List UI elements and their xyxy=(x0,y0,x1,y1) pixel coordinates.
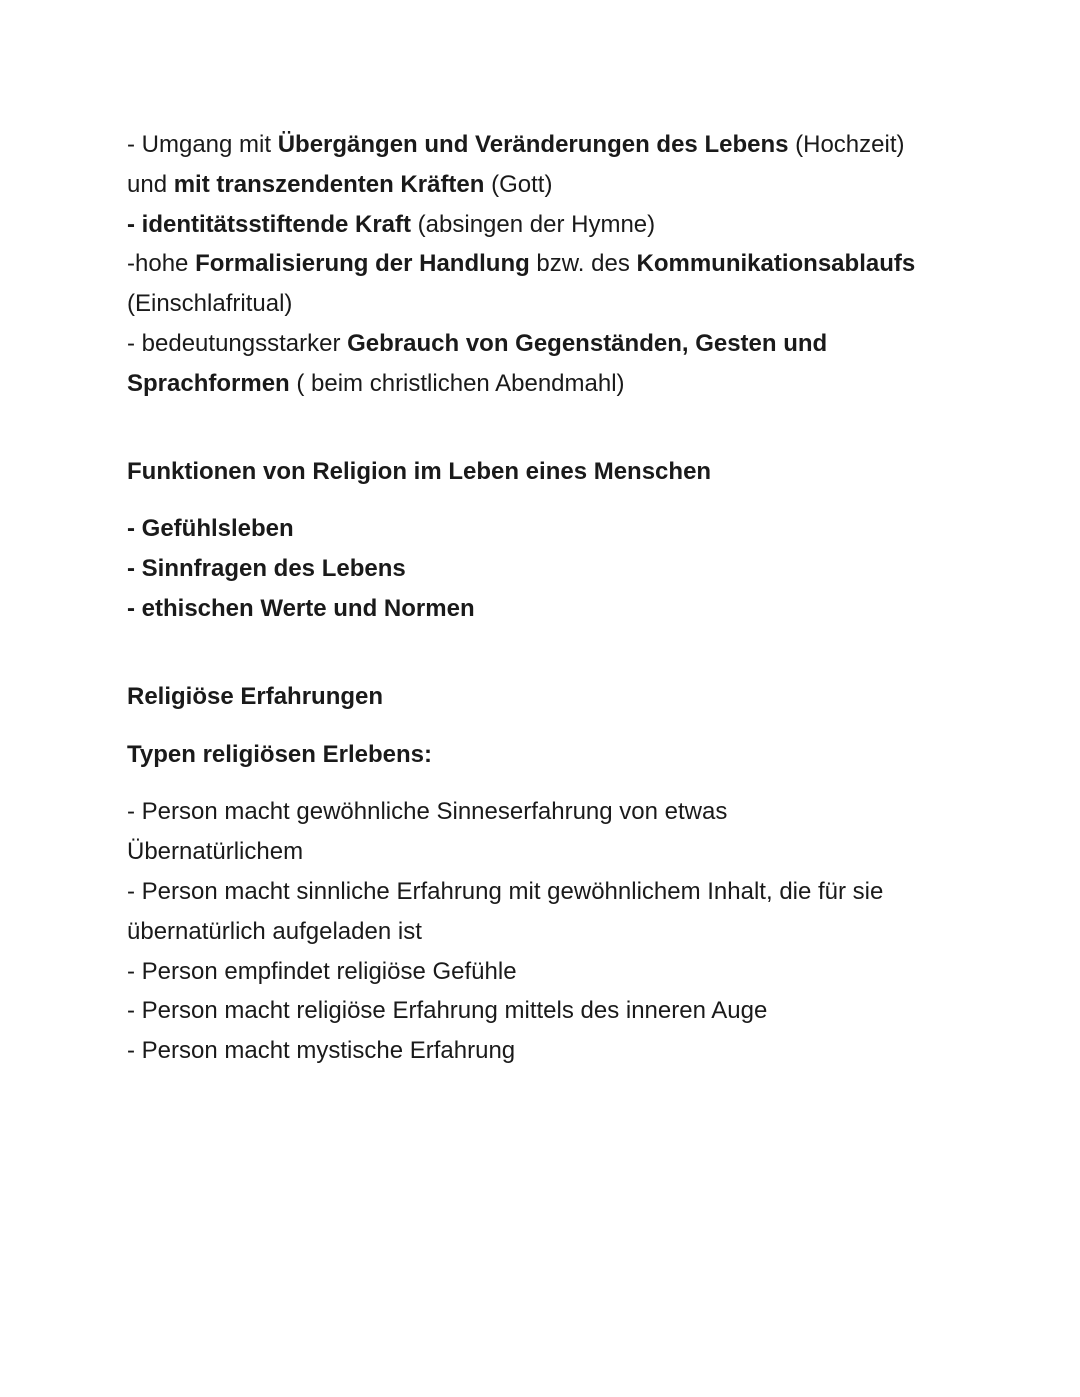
spacer xyxy=(127,404,987,452)
ritual-feature-line-4 xyxy=(127,244,987,284)
experience-line: - Person macht gewöhnliche Sinneserfahrung von etwas xyxy=(127,798,728,826)
text-span: bzw. des xyxy=(529,250,637,278)
functions-heading: Funktionen von Religion im Leben eines Menschen xyxy=(127,457,712,485)
text-span: -hohe xyxy=(127,250,196,278)
bold-span: Sprachformen xyxy=(127,369,290,397)
text-span: und xyxy=(127,170,174,198)
text-span: (Gott) xyxy=(484,170,553,198)
bold-span: - identitätsstiftende Kraft xyxy=(127,210,412,238)
experience-line: - Person macht sinnliche Erfahrung mit gewöhnlichem Inhalt, die für sie xyxy=(127,877,884,905)
ritual-features-section xyxy=(127,125,987,404)
spacer xyxy=(127,717,987,735)
spacer xyxy=(127,774,987,792)
functions-section xyxy=(127,452,987,629)
ritual-feature-line-3 xyxy=(127,205,987,245)
bold-span: Übergängen und Veränderungen des Lebens xyxy=(277,131,789,158)
text-span: - Umgang mit xyxy=(127,131,278,158)
experience-line: Übernatürlichem xyxy=(127,838,304,866)
bold-span: Formalisierung der Handlung xyxy=(195,250,530,278)
bold-span: mit transzendenten Kräften xyxy=(173,170,485,198)
spacer xyxy=(127,629,987,677)
experience-line: - Person macht mystische Erfahrung xyxy=(127,1037,516,1065)
document-page xyxy=(127,125,987,1071)
bold-span: Kommunikationsablaufs xyxy=(636,250,916,278)
text-span: (absingen der Hymne) xyxy=(411,210,656,238)
functions-item: - Gefühlsleben xyxy=(127,515,294,543)
experiences-heading: Religiöse Erfahrungen xyxy=(127,682,384,710)
spacer xyxy=(127,491,987,509)
experience-line: - Person macht religiöse Erfahrung mittels des inneren Auge xyxy=(127,997,768,1025)
ritual-feature-line-6 xyxy=(127,324,987,364)
experience-line: - Person empfindet religiöse Gefühle xyxy=(127,957,517,985)
ritual-feature-line-5 xyxy=(127,284,987,324)
functions-item: - Sinnfragen des Lebens xyxy=(127,555,406,583)
experience-line: übernatürlich aufgeladen ist xyxy=(127,917,422,945)
ritual-feature-line-7 xyxy=(127,364,987,404)
bold-span: Gebrauch von Gegenständen, Gesten und xyxy=(347,329,828,357)
text-span: - bedeutungsstarker xyxy=(127,329,348,357)
functions-item: - ethischen Werte und Normen xyxy=(127,594,475,622)
text-span: (Hochzeit) xyxy=(788,131,905,158)
ritual-feature-line-2 xyxy=(127,165,987,205)
text-span: ( beim christlichen Abendmahl) xyxy=(289,369,625,397)
experiences-section xyxy=(127,677,987,1071)
text-span: (Einschlafritual) xyxy=(127,290,293,318)
ritual-feature-line-1 xyxy=(127,125,987,165)
experiences-subheading: Typen religiösen Erlebens: xyxy=(127,740,432,768)
